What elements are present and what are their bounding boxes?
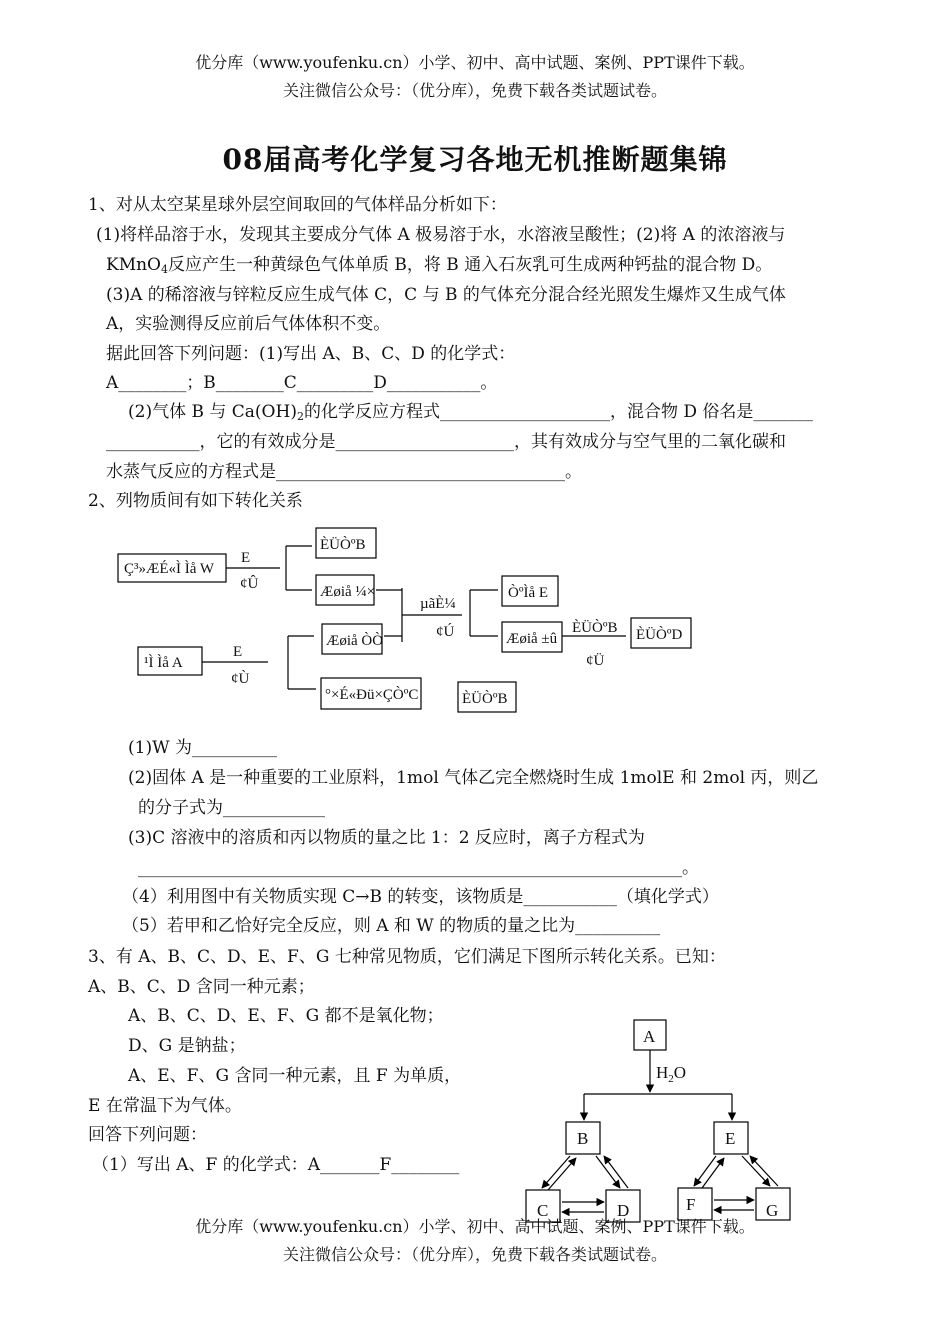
q3-cond-3: A、E、F、G 含同一种元素，且 F 为单质， <box>128 1066 462 1086</box>
box-c <box>321 678 421 709</box>
box-bing-label: Æøiå ±û <box>506 631 558 647</box>
q3-intro-2: A、B、C、D 含同一种元素； <box>88 977 315 997</box>
q1-para-9: 水蒸气反应的方程式是__________________________________。 <box>106 462 582 482</box>
arrow4-top: ÈÜÒºB <box>572 620 618 636</box>
q3-cond-1: A、B、C、D、E、F、G 都不是氧化物； <box>128 1006 444 1026</box>
q3-label-c: C <box>537 1201 549 1220</box>
q3-label-a: A <box>643 1027 656 1046</box>
box-b2-label: ÈÜÒºB <box>462 691 508 707</box>
header-line-2: 关注微信公众号：（优分库），免费下载各类试题试卷。 <box>282 81 667 100</box>
q3-label-e: E <box>725 1129 736 1148</box>
q2-sub-2b: 的分子式为____________ <box>138 798 325 818</box>
header-line-1: 优分库（www.youfenku.cn）小学、初中、高中试题、案例、PPT课件下载。 <box>195 53 755 72</box>
footer-line-2: 关注微信公众号：（优分库），免费下载各类试题试卷。 <box>282 1245 667 1264</box>
box-yi <box>322 624 382 654</box>
page-title: 08届高考化学复习各地无机推断题集锦 <box>222 143 728 176</box>
box-c-label: °×É«Ðü×ÇÒºC <box>325 687 419 703</box>
box-w-label: Ç³»ÆÉ«Ì Ìå W <box>124 561 215 577</box>
arrow4-bot: ¢Ü <box>586 653 605 669</box>
q1-para-5: 据此回答下列问题：(1)写出 A、B、C、D 的化学式： <box>106 344 516 364</box>
q1-para-2: KMnO$_4$反应产生一种黄绿色气体单质 B，将 B 通入石灰乳可生成两种钙盐的混合物 D。 <box>106 255 773 276</box>
box-jia-label: Æøiå ¼× <box>320 584 376 600</box>
box-b1-label: ÈÜÒºB <box>320 537 366 553</box>
arrow3-top: µãÈ¼ <box>420 596 456 612</box>
q2-sub-1: (1)W 为__________ <box>128 738 277 758</box>
q3-label-d: D <box>617 1201 630 1220</box>
q1-para-3: (3)A 的稀溶液与锌粒反应生成气体 C，C 与 B 的气体充分混合经光照发生爆炸又生成气体 <box>106 285 786 305</box>
q3-label-f: F <box>686 1195 696 1214</box>
q2-sub-2a: (2)固体 A 是一种重要的工业原料，1mol 气体乙完全燃烧时生成 1molE 和 2mol 丙，则乙 <box>128 768 819 788</box>
arrow1-top: E <box>241 550 251 566</box>
box-bing <box>502 622 562 652</box>
q3-cond-2: D、G 是钠盐； <box>128 1036 246 1056</box>
q2-intro: 2、列物质间有如下转化关系 <box>88 491 303 511</box>
q3-label-b: B <box>577 1129 589 1148</box>
q3-label-g: G <box>766 1201 779 1220</box>
arrow2-top: E <box>233 644 243 660</box>
q1-answer-blanks: A________；B________C_________D___________。 <box>106 373 498 393</box>
box-a <box>138 647 202 675</box>
q2-sub-4: （4）利用图中有关物质实现 C→B 的转变，该物质是___________（填化学式） <box>122 887 719 907</box>
box-b2 <box>458 682 516 712</box>
q3-cond-4: E 在常温下为气体。 <box>88 1096 242 1116</box>
q2-sub-5: （5）若甲和乙恰好完全反应，则 A 和 W 的物质的量之比为__________ <box>122 916 661 936</box>
q3-box-b <box>566 1122 600 1154</box>
q3-ask: 回答下列问题： <box>88 1125 207 1145</box>
q3-sub-1: （1）写出 A、F 的化学式：A_______F________ <box>92 1155 460 1175</box>
q1-intro: 1、对从太空某星球外层空间取回的气体样品分析如下： <box>88 195 507 215</box>
box-e-label: ÒºÌå E <box>508 585 549 601</box>
box-a-label: ¹Ì Ìå A <box>144 655 183 671</box>
q3-box-a <box>634 1020 666 1050</box>
q3-label-h2o: $H_2O$ <box>656 1063 687 1085</box>
box-jia <box>316 575 374 605</box>
arrow2-bot: ¢Ù <box>231 671 250 687</box>
box-d-label: ÈÜÒºD <box>636 627 683 643</box>
box-b1 <box>316 528 376 558</box>
footer-line-1: 优分库（www.youfenku.cn）小学、初中、高中试题、案例、PPT课件下载。 <box>195 1217 755 1236</box>
q1-para-1: (1)将样品溶于水，发现其主要成分气体 A 极易溶于水，水溶液呈酸性；(2)将 A 的浓溶液与 <box>96 225 786 245</box>
q1-para-7: (2)气体 B 与 $Ca(OH)_2$的化学反应方程式____________________，混合物 D 俗名是_______ <box>128 402 813 423</box>
box-yi-label: Æøiå ÒÒ <box>326 633 384 649</box>
box-d <box>631 618 691 648</box>
q1-para-8: ___________，它的有效成分是_____________________，其有效成分与空气里的二氧化碳和 <box>106 432 786 452</box>
box-e <box>502 576 558 606</box>
q3-box-e <box>714 1122 748 1154</box>
q3-intro-1: 3、有 A、B、C、D、E、F、G 七种常见物质，它们满足下图所示转化关系。已知： <box>88 947 726 967</box>
box-w <box>118 554 226 582</box>
q2-sub-3b: ________________________________________________________________。 <box>138 858 699 878</box>
q2-sub-3a: (3)C 溶液中的溶质和丙以物质的量之比 1：2 反应时，离子方程式为 <box>128 828 645 848</box>
arrow3-bot: ¢Ú <box>436 624 455 640</box>
arrow1-bot: ¢Û <box>240 576 259 592</box>
q1-para-4: A，实验测得反应前后气体体积不变。 <box>106 314 391 334</box>
